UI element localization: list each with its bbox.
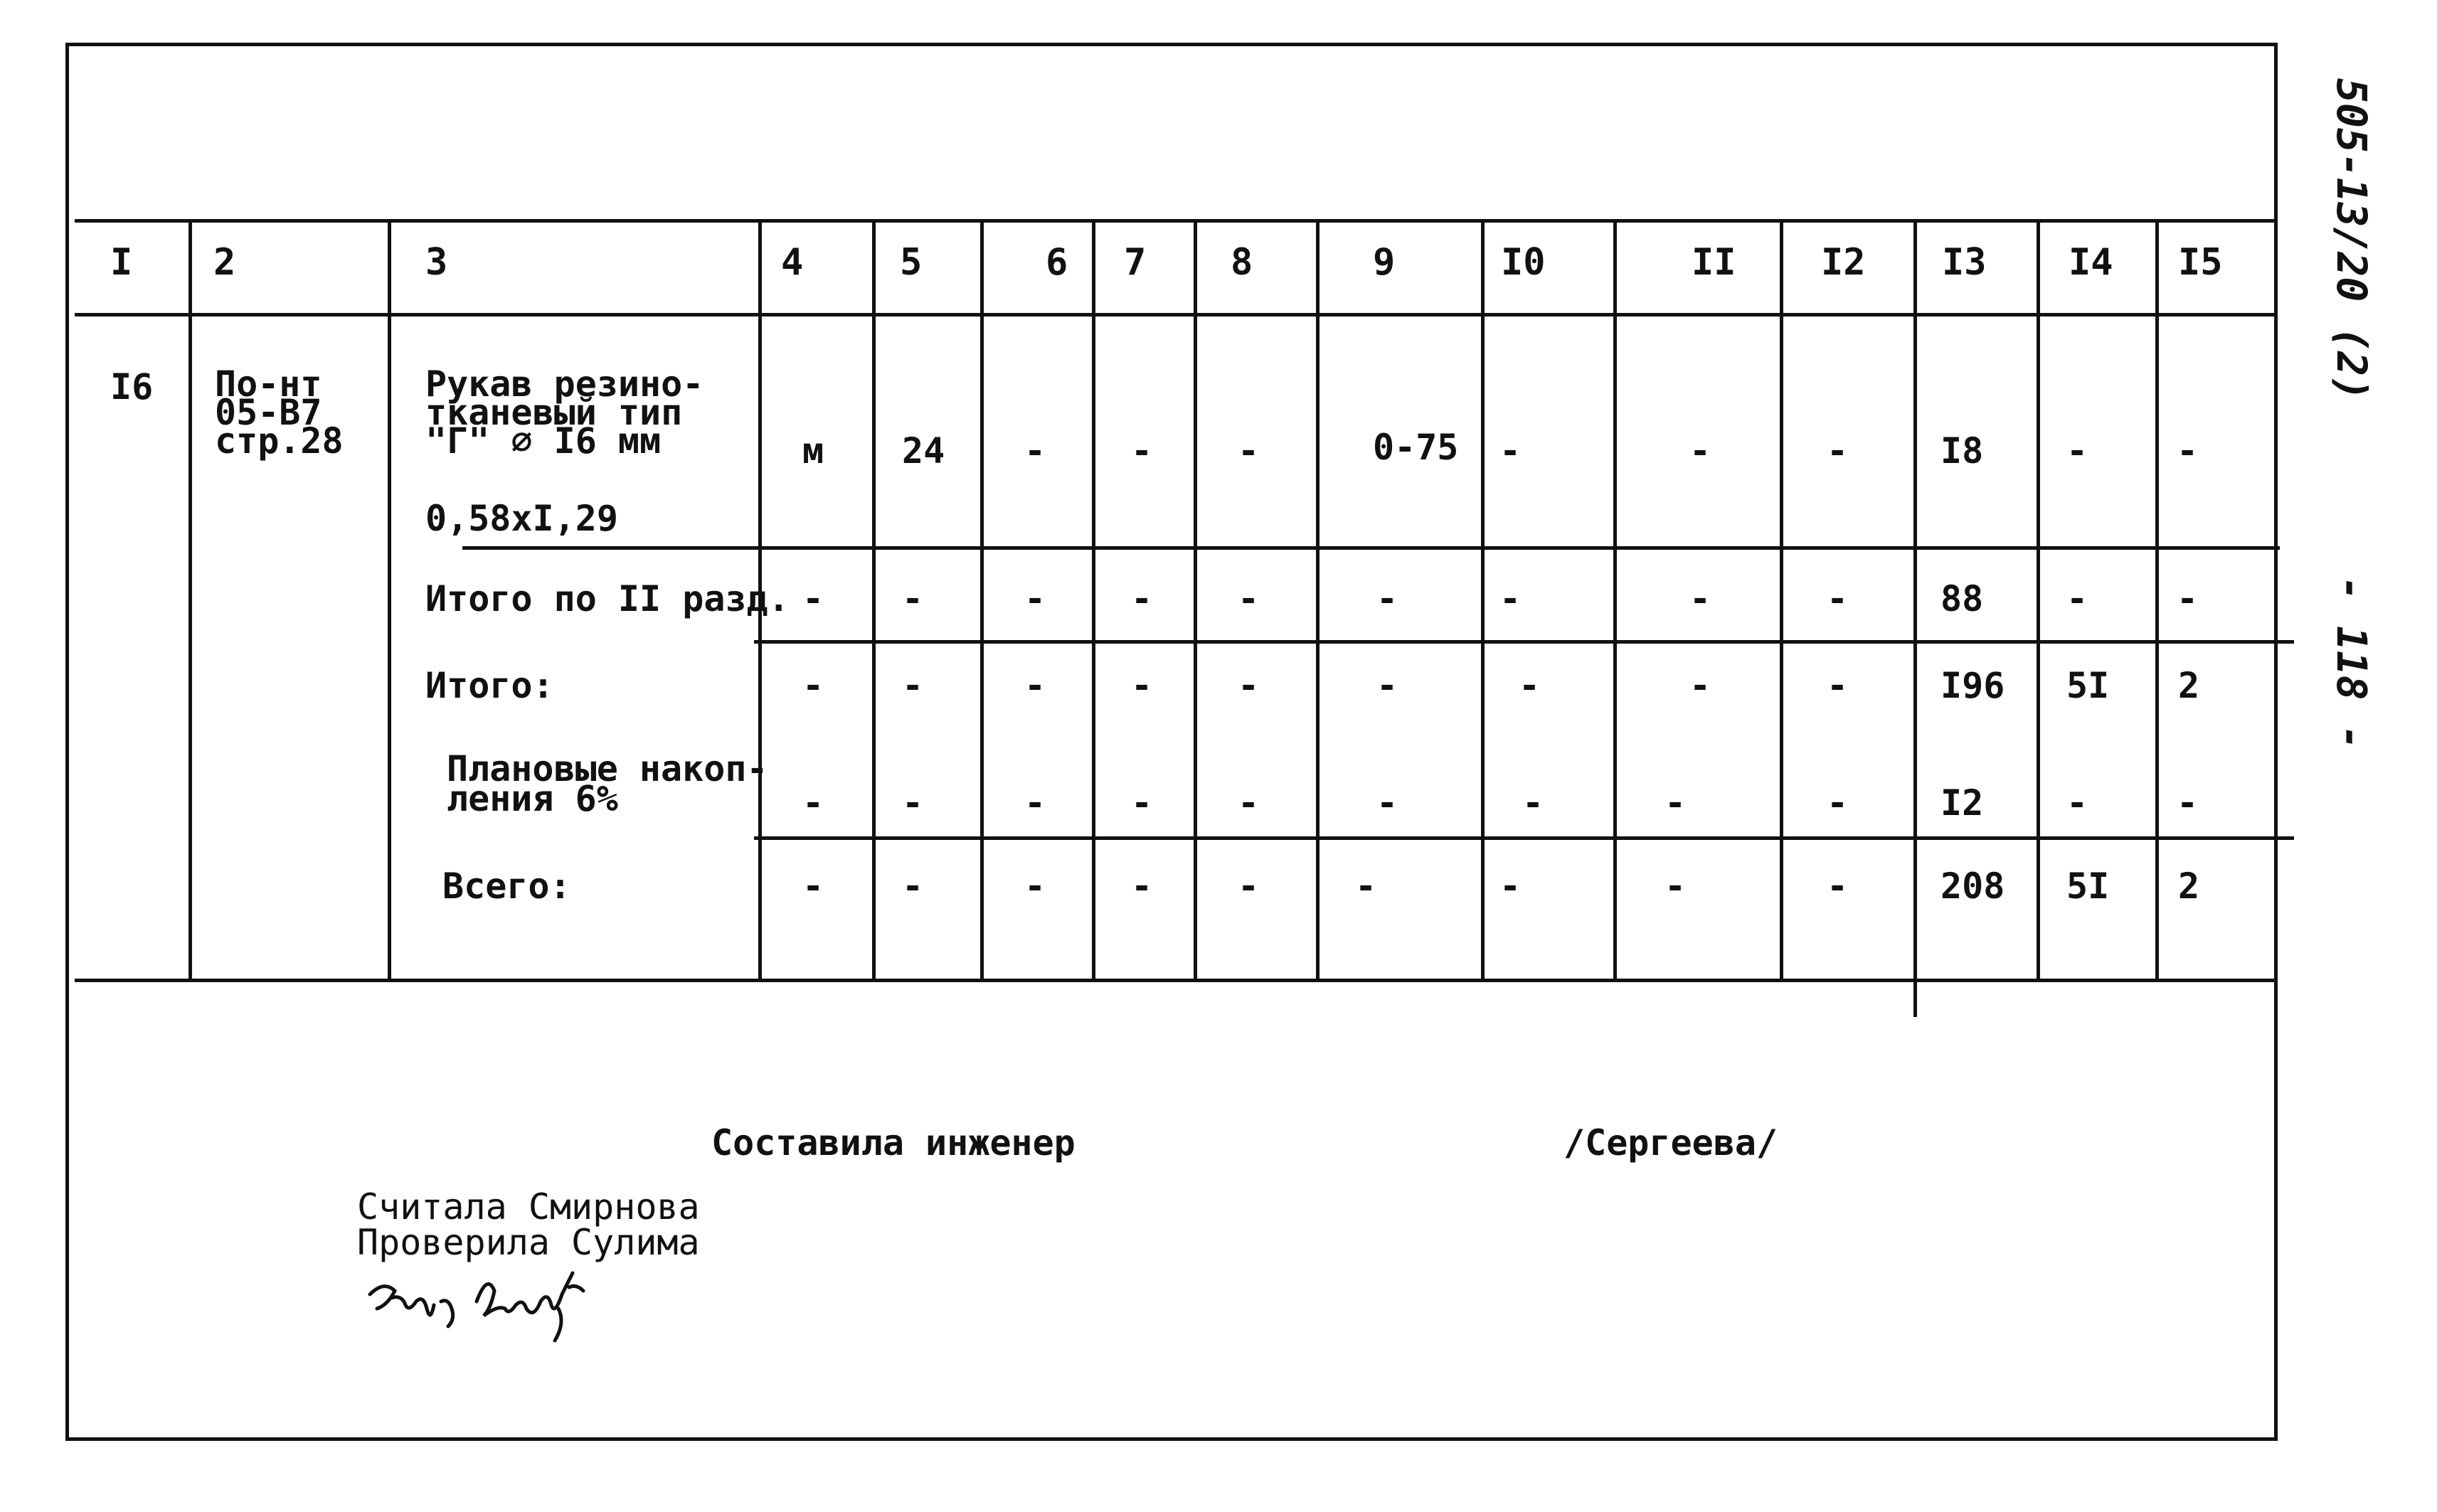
col-header-2: 2 xyxy=(213,241,236,284)
col-line-8 xyxy=(1316,220,1320,981)
row2-col4: - xyxy=(802,578,824,619)
row2-col8: - xyxy=(1238,578,1260,619)
col-line-6 xyxy=(1092,220,1095,981)
col-line-4 xyxy=(872,220,876,981)
row1-col10: - xyxy=(1499,430,1522,472)
composed-by-label: Составила инженер xyxy=(711,1122,1076,1164)
composed-by-name: /Сергеева/ xyxy=(1563,1122,1778,1164)
col-header-11: II xyxy=(1692,241,1736,284)
col-line-11 xyxy=(1780,220,1783,981)
col-header-9: 9 xyxy=(1373,241,1396,284)
row2-col14: - xyxy=(2066,578,2088,619)
row3-col4: - xyxy=(802,665,824,706)
row4-bottom-line xyxy=(754,836,2294,840)
row1-col7: - xyxy=(1131,430,1153,472)
col-header-1: I xyxy=(110,241,133,284)
col-header-7: 7 xyxy=(1124,241,1147,284)
col-header-14: I4 xyxy=(2069,241,2113,284)
col-line-10 xyxy=(1613,220,1617,981)
col-header-15: I5 xyxy=(2178,241,2223,284)
row2-col5: - xyxy=(902,578,924,619)
row2-col9: - xyxy=(1376,578,1398,619)
row5-col11: - xyxy=(1665,866,1687,907)
row2-col11: - xyxy=(1689,578,1711,619)
row2-col10: - xyxy=(1499,578,1522,619)
row2-bottom-line xyxy=(754,640,2294,644)
row1-col9: 0-75 xyxy=(1373,427,1459,468)
col-line-9 xyxy=(1481,220,1485,981)
header-top-line xyxy=(75,219,2276,223)
handwritten-signature xyxy=(363,1266,619,1344)
row1-col15: - xyxy=(2177,430,2199,472)
row5-col15: 2 xyxy=(2178,866,2200,907)
row2-label: Итого по II разд. xyxy=(425,578,790,619)
row3-col9: - xyxy=(1376,665,1398,706)
row4-col5: - xyxy=(902,782,924,824)
row3-col8: - xyxy=(1238,665,1260,706)
row1-col11: - xyxy=(1689,430,1711,472)
row2-col13: 88 xyxy=(1940,578,1984,619)
row3-col11: - xyxy=(1689,665,1711,706)
row3-col14: 5I xyxy=(2066,665,2110,706)
row3-col5: - xyxy=(902,665,924,706)
row5-col13: 208 xyxy=(1940,866,2005,907)
row1-col14: - xyxy=(2066,430,2088,472)
row1-col13: I8 xyxy=(1940,430,1984,472)
col-header-4: 4 xyxy=(781,241,804,284)
col-line-5 xyxy=(980,220,984,981)
row4-label: Плановые накоп- ления 6% xyxy=(447,748,768,819)
row2-col7: - xyxy=(1131,578,1153,619)
col-line-14 xyxy=(2155,220,2159,981)
row5-col12: - xyxy=(1827,866,1849,907)
col-line-12 xyxy=(1913,220,1917,1017)
row5-col4: - xyxy=(802,866,824,907)
col-header-13: I3 xyxy=(1942,241,1987,284)
row5-col8: - xyxy=(1238,866,1260,907)
row3-col15: 2 xyxy=(2178,665,2200,706)
row1-description: Рукав резино- тканевый тип "Г" ∅ I6 мм xyxy=(425,363,704,462)
row3-col10: - xyxy=(1519,665,1541,706)
row5-col6: - xyxy=(1024,866,1046,907)
col-header-5: 5 xyxy=(900,241,923,284)
counted-by: Считала Смирнова xyxy=(357,1186,700,1228)
col-header-3: 3 xyxy=(425,241,448,284)
row5-col7: - xyxy=(1131,866,1153,907)
row1-col8: - xyxy=(1238,430,1260,472)
row4-col8: - xyxy=(1238,782,1260,824)
row3-col13: I96 xyxy=(1940,665,2005,706)
margin-page-number: - 118 - xyxy=(2327,576,2376,750)
row2-col15: - xyxy=(2177,578,2199,619)
row1-unit: м xyxy=(802,430,824,472)
row3-col12: - xyxy=(1827,665,1849,706)
col-header-12: I2 xyxy=(1821,241,1866,284)
col-header-10: I0 xyxy=(1501,241,1546,284)
row4-col14: - xyxy=(2066,782,2088,824)
row4-col6: - xyxy=(1024,782,1046,824)
row1-col5: 24 xyxy=(902,430,945,472)
row4-col10: - xyxy=(1522,782,1544,824)
row1-dimensions: 0,58хI,29 xyxy=(425,498,618,539)
row5-col9: - xyxy=(1355,866,1377,907)
row3-label: Итого: xyxy=(425,665,554,706)
row2-col12: - xyxy=(1827,578,1849,619)
col-line-7 xyxy=(1194,220,1197,981)
row1-number: I6 xyxy=(110,366,154,408)
row1-col6: - xyxy=(1024,430,1046,472)
col-line-13 xyxy=(2037,220,2040,981)
checked-by: Проверила Сулима xyxy=(357,1222,700,1263)
row4-col9: - xyxy=(1376,782,1398,824)
row4-col11: - xyxy=(1665,782,1687,824)
col-header-8: 8 xyxy=(1231,241,1253,284)
row5-col14: 5I xyxy=(2066,866,2110,907)
row3-col7: - xyxy=(1131,665,1153,706)
table-bottom-line xyxy=(75,979,2276,982)
row4-col12: - xyxy=(1827,782,1849,824)
row4-col13: I2 xyxy=(1940,782,1984,824)
col-header-6: 6 xyxy=(1046,241,1068,284)
header-bottom-line xyxy=(75,313,2276,316)
row5-col5: - xyxy=(902,866,924,907)
row5-col10: - xyxy=(1499,866,1522,907)
row3-col6: - xyxy=(1024,665,1046,706)
row2-col6: - xyxy=(1024,578,1046,619)
row4-col4: - xyxy=(802,782,824,824)
row4-col15: - xyxy=(2177,782,2199,824)
col-line-2 xyxy=(388,220,391,981)
row1-bottom-line xyxy=(462,546,2280,550)
row1-reference: По-нт 05-В7 стр.28 xyxy=(215,363,344,462)
margin-code-note: 505-13/20 (2) xyxy=(2327,78,2376,401)
col-line-1 xyxy=(189,220,192,981)
row5-label: Всего: xyxy=(442,866,571,907)
row4-col7: - xyxy=(1131,782,1153,824)
row1-col12: - xyxy=(1827,430,1849,472)
